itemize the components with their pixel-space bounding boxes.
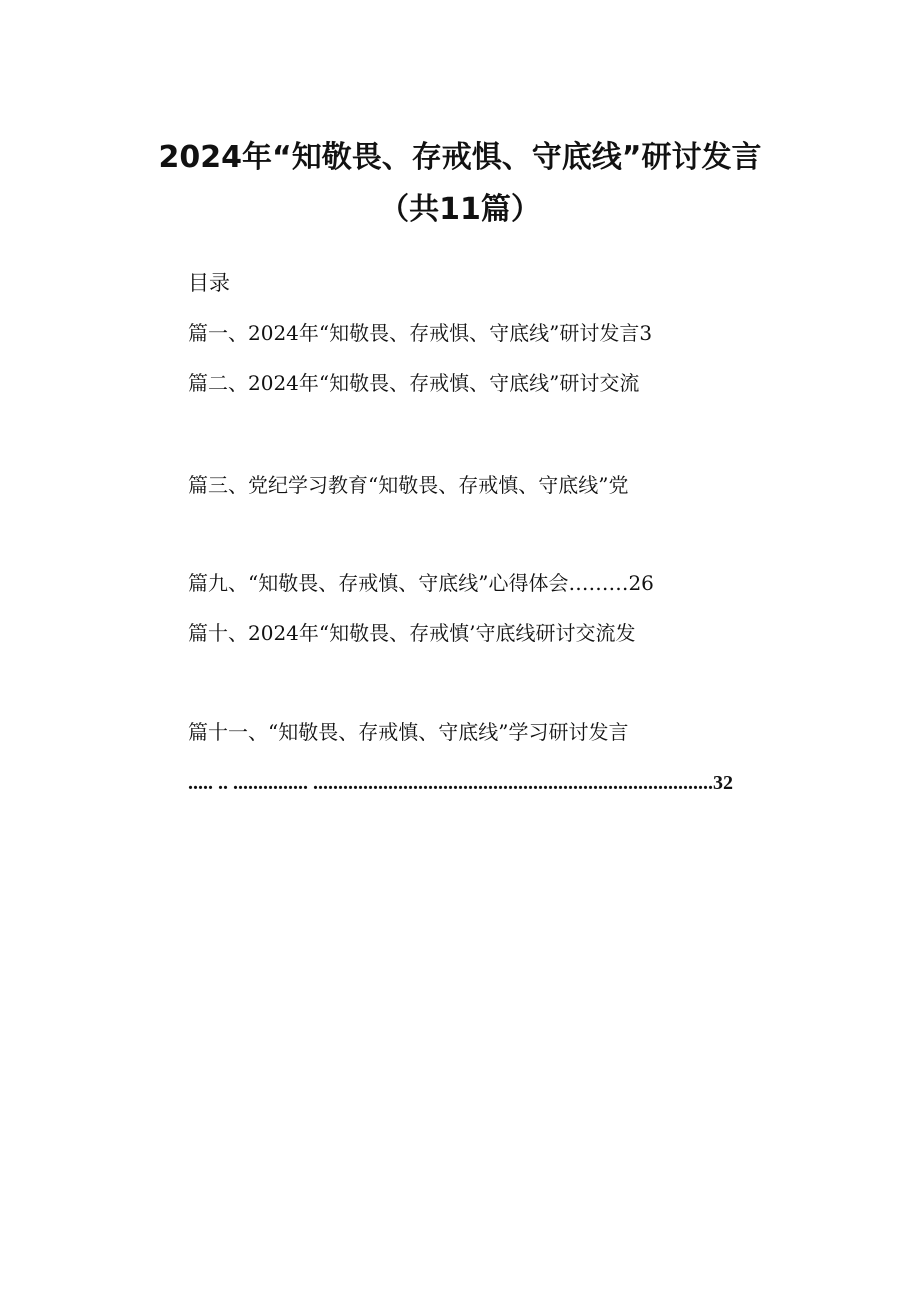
toc-entry-1[interactable]: 篇一、2024年“知敬畏、存戒惧、守底线”研讨发言3 [188, 321, 653, 345]
toc-entry-2[interactable]: 篇二、2024年“知敬畏、存戒慎、守底线”研讨交流 [188, 371, 640, 395]
toc-entry-9[interactable]: 篇九、“知敬畏、存戒慎、守底线”心得体会………26 [188, 571, 654, 595]
toc-entry-3[interactable]: 篇三、党纪学习教育“知敬畏、存戒慎、守底线”党 [188, 473, 629, 497]
toc-entry-10[interactable]: 篇十、2024年“知敬畏、存戒慎’守底线研讨交流发 [188, 621, 636, 645]
document-title: 2024年“知敬畏、存戒惧、守底线”研讨发言 [158, 140, 762, 175]
document-subtitle: （共11篇） [379, 192, 541, 227]
toc-leader-line: ..... .. ............... ................................................................................32 [188, 772, 733, 794]
toc-entry-11[interactable]: 篇十一、“知敬畏、存戒慎、守底线”学习研讨发言 [188, 720, 629, 744]
toc-heading: 目录 [188, 271, 230, 295]
